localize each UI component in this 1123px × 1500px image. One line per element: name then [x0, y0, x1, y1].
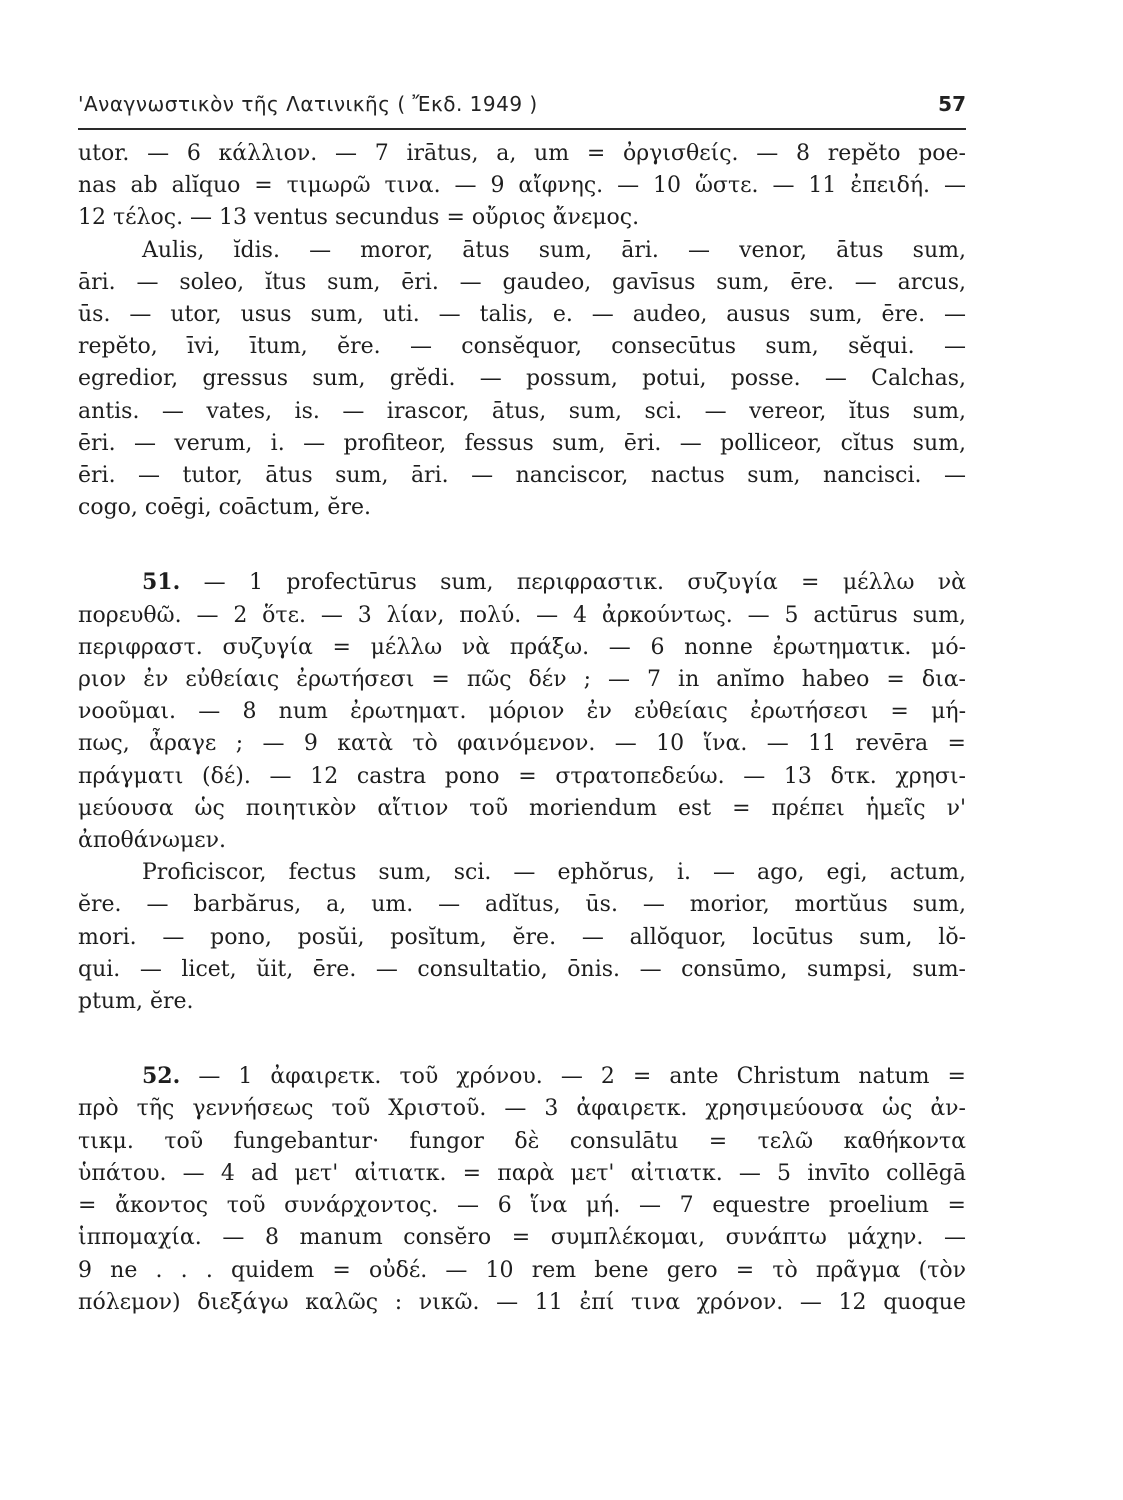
text-line: μεύουσα ὡς ποιητικὸν αἴτιον τοῦ moriendum est = πρέπει ἡμεῖς ν': [78, 795, 966, 821]
page-number: 57: [938, 92, 966, 116]
section-number: 51.: [142, 569, 181, 596]
text-line: antis. — vates, is. — irascor, ātus, sum, sci. — vereor, ĭtus sum,: [78, 398, 966, 424]
text-line: qui. — licet, ŭit, ēre. — consultatio, ōnis. — consūmo, sumpsi, sum-: [78, 956, 966, 982]
page-body: [78, 138, 966, 1319]
text-line: πως, ἆραγε ; — 9 κατὰ τὸ φαινόμενον. — 10 ἵνα. — 11 revēra =: [78, 731, 966, 757]
text-line: egredior, gressus sum, grĕdi. — possum, potui, posse. — Calchas,: [78, 366, 966, 392]
text-line: πόλεμον) διεξάγω καλῶς : νικῶ. — 11 ἐπί τινα χρόνον. — 12 quoque: [78, 1289, 966, 1315]
header-rule: [78, 128, 966, 130]
page-header: [78, 92, 966, 132]
text-line: πράγματι (δέ). — 12 castra pono = στρατοπεδεύω. — 13 δτκ. χρησι-: [78, 763, 966, 789]
paragraph-section-51: [78, 566, 966, 857]
text-line: περιφραστ. συζυγία = μέλλω νὰ πράξω. — 6 nonne ἐρωτηματικ. μό-: [78, 634, 966, 660]
text-line: 9 ne . . . quidem = οὐδέ. — 10 rem bene gero = τὸ πρᾶγμα (τὸν: [78, 1257, 966, 1283]
text-line: Proficiscor, fectus sum, sci. — ephŏrus, i. — ago, egi, actum,: [142, 860, 966, 886]
text-line: ἀποθάνωμεν.: [78, 828, 227, 854]
text-line: ὑπάτου. — 4 ad μετ' αἰτιατκ. = παρὰ μετ' αἰτιατκ. — 5 invīto collēgā: [78, 1160, 966, 1186]
text-line: ĕre. — barbărus, a, um. — adĭtus, ūs. — morior, mortŭus sum,: [78, 892, 966, 918]
text-line: νοοῦμαι. — 8 num ἐρωτηματ. μόριον ἐν εὐθείαις ἐρωτήσεσι = μή-: [78, 699, 966, 725]
text-line: Aulis, ĭdis. — moror, ātus sum, āri. — venor, ātus sum,: [142, 237, 966, 263]
text-line: repĕto, īvi, ītum, ĕre. — consĕquor, consecūtus sum, sĕqui. —: [78, 334, 966, 360]
text-line: ēri. — verum, i. — profiteor, fessus sum, ēri. — polliceor, cĭtus sum,: [78, 430, 966, 456]
text-line: πορευθῶ. — 2 ὅτε. — 3 λίαν, πολύ. — 4 ἀρκούντως. — 5 actūrus sum,: [78, 602, 966, 628]
paragraph-1: [78, 138, 966, 235]
text-line: utor. — 6 κάλλιον. — 7 irātus, a, um = ὀργισθείς. — 8 repĕto poe-: [78, 141, 966, 166]
text-line: ptum, ĕre.: [78, 989, 194, 1015]
text-line-content: — 1 profectūrus sum, περιφραστικ. συζυγία = μέλλω νὰ: [203, 570, 966, 596]
text-line: = ἄκοντος τοῦ συνάρχοντος. — 6 ἵνα μή. — 7 equestre proelium =: [78, 1193, 966, 1219]
section-number: 52.: [142, 1063, 181, 1090]
text-line: [78, 1060, 966, 1093]
running-head: 'Αναγνωστικὸν τῆς Λατινικῆς ( Ἔκδ. 1949 ): [78, 92, 538, 116]
paragraph-section-52: [78, 1060, 966, 1319]
text-line: ūs. — utor, usus sum, uti. — talis, e. — audeo, ausus sum, ēre. —: [78, 302, 966, 328]
text-line: πρὸ τῆς γεννήσεως τοῦ Χριστοῦ. — 3 ἀφαιρετκ. χρησιμεύουσα ὡς ἀν-: [78, 1096, 966, 1122]
text-line: 12 τέλος. — 13 ventus secundus = οὔριος ἄνεμος.: [78, 205, 640, 231]
paragraph-4: [78, 857, 966, 1018]
text-line: ēri. — tutor, ātus sum, āri. — nanciscor, nactus sum, nancisci. —: [78, 463, 966, 489]
text-line: [78, 566, 966, 599]
text-line: nas ab alĭquo = τιμωρῶ τινα. — 9 αἴφνης. — 10 ὥστε. — 11 ἐπειδή. —: [78, 173, 966, 199]
text-line: mori. — pono, posŭi, posĭtum, ĕre. — allŏquor, locūtus sum, lŏ-: [78, 924, 966, 950]
paragraph-2: [78, 235, 966, 525]
text-line: ριον ἐν εὐθείαις ἐρωτήσεσι = πῶς δέν ; — 7 in anĭmo habeo = δια-: [78, 667, 966, 693]
text-line: cogo, coēgi, coāctum, ĕre.: [78, 495, 371, 521]
text-line-content: — 1 ἀφαιρετκ. τοῦ χρόνου. — 2 = ante Christum natum =: [198, 1064, 966, 1090]
text-line: ἱππομαχία. — 8 manum consĕro = συμπλέκομαι, συνάπτω μάχην. —: [78, 1225, 966, 1251]
text-line: τικμ. τοῦ fungebantur· fungor δὲ consulātu = τελῶ καθήκοντα: [78, 1128, 966, 1154]
text-line: āri. — soleo, ĭtus sum, ēri. — gaudeo, gavīsus sum, ēre. — arcus,: [78, 269, 966, 295]
